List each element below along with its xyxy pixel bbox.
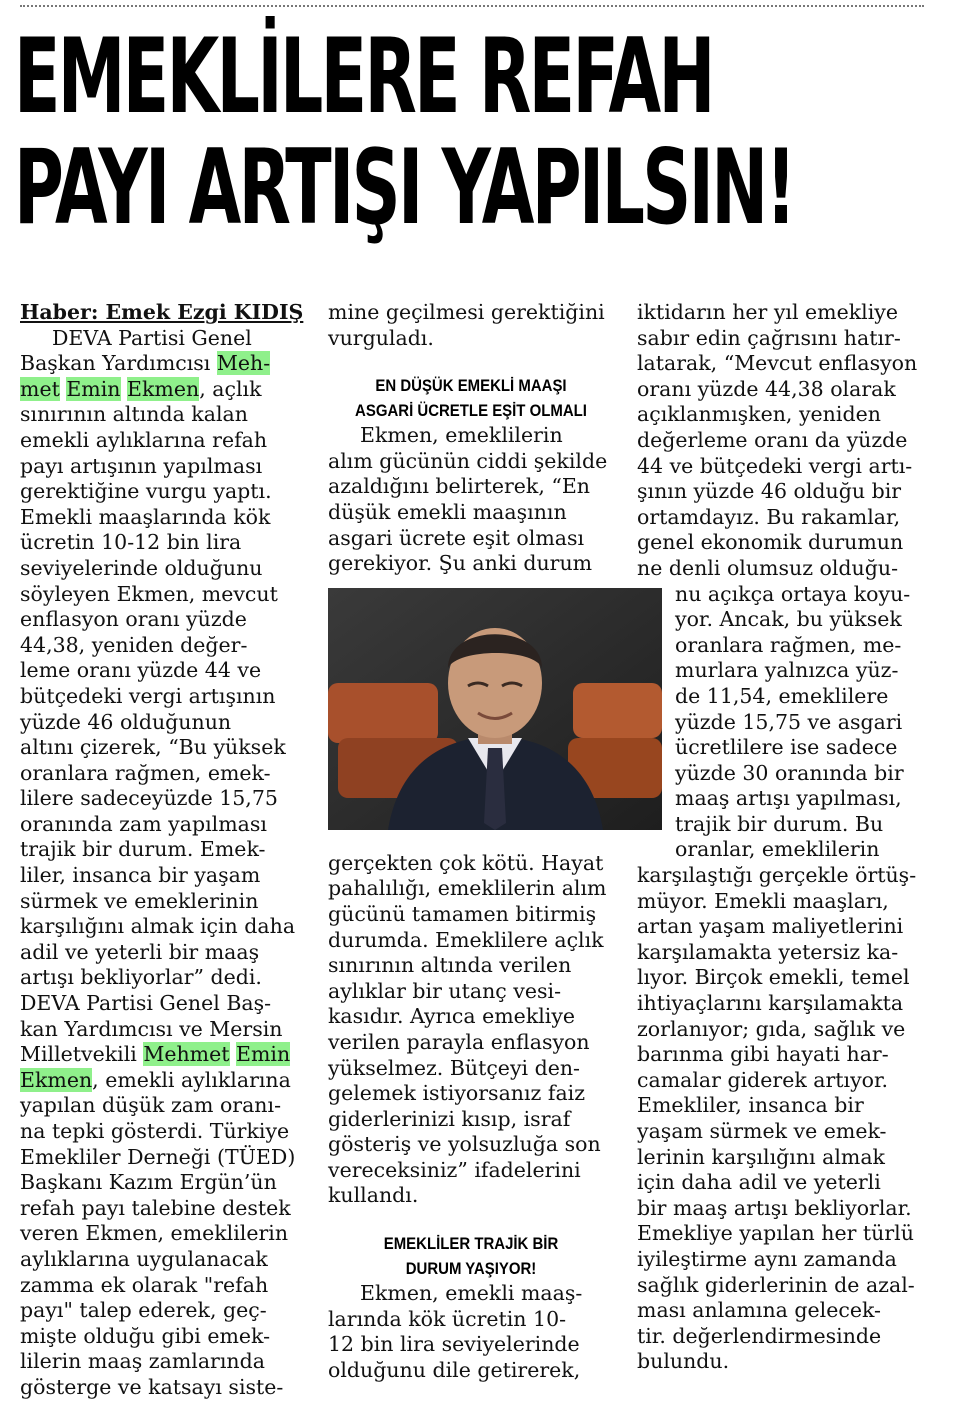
portrait-illustration <box>328 588 662 830</box>
text-line: asgari ücrete eşit olması <box>328 525 585 550</box>
highlighted-name: Meh- <box>216 351 271 376</box>
text-line: trajik bir durum. Emek- <box>20 837 266 862</box>
text-line: barınma gibi hayati har- <box>637 1042 889 1067</box>
highlighted-name: Ekmen <box>20 1067 93 1092</box>
text-line: trajik bir durum. Bu <box>675 811 884 836</box>
text-line: bütçedeki vergi artışının <box>20 683 276 708</box>
text-line: sürmek ve emeklerinin <box>20 888 259 913</box>
text-line: yaşam sürmek ve emek- <box>637 1119 887 1143</box>
column-2 <box>328 300 614 1383</box>
text-line: leme oranı yüzde 44 ve <box>20 658 262 683</box>
text-line: camalar giderek artıyor. <box>637 1067 889 1092</box>
text-line: olduğunu dile getirerek, <box>328 1357 581 1382</box>
subheading: EN DÜŞÜK EMEKLİ MAAŞI <box>375 376 567 396</box>
text-line: sınırının altında verilen <box>328 953 572 978</box>
text-line: gösterge ve katsayı siste- <box>20 1374 284 1399</box>
text-line: DEVA Partisi Genel <box>52 325 252 350</box>
text-line: gerektiğine vurgu yaptı. <box>20 479 272 504</box>
text-line: ihtiyaçlarını karşılamakta <box>637 991 904 1016</box>
text-segment: Milletvekili <box>20 1042 144 1067</box>
text-segment: , emekli aylıklarına <box>92 1067 291 1092</box>
text-line: sınırının altında kalan <box>20 402 248 427</box>
text-line: yor. Ancak, bu yüksek <box>675 607 902 632</box>
text-line: enflasyon oranı yüzde <box>20 607 247 632</box>
text-line: şının yüzde 46 olduğu bir <box>637 479 902 504</box>
text-line: maaş artışı yapılması, <box>675 786 902 811</box>
text-line: düşük emekli maaşının <box>328 499 567 524</box>
text-line: ne denli olumsuz olduğu- <box>637 555 898 580</box>
headline-line-1: EMEKLİLERE REFAH <box>14 17 713 137</box>
text-line: vereceksiniz” ifadelerini <box>328 1157 581 1182</box>
portrait-photo <box>328 588 662 830</box>
text-line <box>20 1068 310 1094</box>
text-line: karşılaştığı gerçekle örtüş- <box>637 863 917 888</box>
highlighted-name: met <box>20 376 60 401</box>
top-dotted-rule <box>20 5 924 7</box>
text-line: oranında zam yapılması <box>20 811 267 836</box>
text-line: zorlanıyor; gıda, sağlık ve <box>637 1016 906 1041</box>
text-line: emekli aylıklarına refah <box>20 427 268 452</box>
text-line: alım gücünün ciddi şekilde <box>328 448 608 473</box>
column-3 <box>637 300 927 1375</box>
text-line: değerleme oranı da yüzde <box>637 427 908 452</box>
text-line: tir. değerlendirmesinde <box>637 1323 882 1348</box>
text-line: mine geçilmesi gerektiğini <box>328 300 605 324</box>
text-line: gücünü tamamen bitirmiş <box>328 901 597 926</box>
text-line: sağlık giderlerinin de azal- <box>637 1272 915 1297</box>
text-line: larında kök ücretin 10- <box>328 1306 567 1331</box>
text-line: gelemek istiyorsanız faiz <box>328 1081 586 1106</box>
text-line: veren Ekmen, emeklilerin <box>20 1221 289 1246</box>
text-line: gerekiyor. Şu anki durum <box>328 551 593 576</box>
text-line: lilere sadeceyüzde 15,75 <box>20 786 278 811</box>
text-line: payı" talep ederek, geç- <box>20 1298 267 1323</box>
text-line: de 11,54, emeklilere <box>675 683 889 708</box>
highlighted-name: Ekmen <box>127 376 200 401</box>
text-line: 44,38, yeniden değer- <box>20 632 248 657</box>
text-line: sabır edin çağrısını hatır- <box>637 325 901 350</box>
subheading: DURUM YAŞIYOR! <box>405 1259 537 1279</box>
text-line: müyor. Emekli maaşları, <box>637 888 889 913</box>
text-line: zamma ek olarak "refah <box>20 1272 269 1297</box>
text-line: yükselmez. Bütçeyi den- <box>328 1055 580 1080</box>
text-line: refah payı talebine destek <box>20 1195 291 1220</box>
text-line: Emekliler, insanca bir <box>637 1093 864 1118</box>
text-line: için daha adil ve yeterli <box>637 1170 881 1195</box>
text-line: iktidarın her yıl emekliye <box>637 300 899 324</box>
text-line: gerçekten çok kötü. Hayat <box>328 850 604 875</box>
text-line: mişte olduğu gibi emek- <box>20 1323 271 1348</box>
text-line: murlara yalnızca yüz- <box>675 658 899 683</box>
text-line: karşılamakta yetersiz ka- <box>637 939 899 964</box>
highlighted-name: Emin <box>236 1042 291 1067</box>
text-line: verilen parayla enflasyon <box>328 1029 590 1054</box>
text-line: giderlerinizi kısıp, israf <box>328 1106 571 1131</box>
text-line: aylıklar bir utanç vesi- <box>328 978 562 1003</box>
text-line: 12 bin lira seviyelerinde <box>328 1332 580 1357</box>
text-line: altını çizerek, “Bu yüksek <box>20 735 286 760</box>
text-line: kasıdır. Ayrıca emekliye <box>328 1004 576 1029</box>
text-line: Emekli maaşlarında kök <box>20 504 271 529</box>
text-line: vurguladı. <box>328 325 434 350</box>
subheading: ASGARİ ÜCRETLE EŞİT OLMALI <box>355 401 587 421</box>
text-line: latarak, “Mevcut enflasyon <box>637 351 918 376</box>
text-line: ücretlilere ise sadece <box>675 735 898 760</box>
text-line: söyleyen Ekmen, mevcut <box>20 581 278 606</box>
text-line: oranlar, emeklilerin <box>675 837 880 862</box>
text-line: pahalılığı, emeklilerin alım <box>328 876 607 901</box>
text-line: durumda. Emeklilere açlık <box>328 927 604 952</box>
text-line: azaldığını belirterek, “En <box>328 474 591 499</box>
text-segment: , açlık <box>199 376 262 401</box>
highlighted-name: Mehmet <box>143 1042 230 1067</box>
text-line: ortamdayız. Bu rakamlar, <box>637 504 901 529</box>
text-line: na tepki gösterdi. Türkiye <box>20 1119 290 1143</box>
text-line <box>20 351 310 377</box>
text-line: oranlara rağmen, emek- <box>20 760 271 785</box>
text-line: yapılan düşük zam oranı- <box>20 1093 281 1118</box>
text-line: kullandı. <box>328 1183 419 1208</box>
text-line: ücretin 10-12 bin lira <box>20 530 242 555</box>
text-line: Başkanı Kazım Ergün’ün <box>20 1170 277 1195</box>
text-line: oranlara rağmen, me- <box>675 632 902 657</box>
text-line: açıklanmışken, yeniden <box>637 402 881 427</box>
text-line: genel ekonomik durumun <box>637 530 904 555</box>
text-line: yüzde 15,75 ve asgari <box>675 709 903 734</box>
headline-line-2: PAYI ARTIŞI YAPILSIN! <box>14 128 794 248</box>
text-line: oranı yüzde 44,38 olarak <box>637 376 896 401</box>
text-line: Emekliler Derneği (TÜED) <box>20 1144 296 1169</box>
text-line: ması anlamına gelecek- <box>637 1298 881 1323</box>
text-line: karşılığını almak için daha <box>20 914 296 939</box>
text-segment: Başkan Yardımcısı <box>20 351 217 376</box>
text-line: yüzde 30 oranında bir <box>675 760 904 785</box>
highlighted-name: Emin <box>66 376 121 401</box>
text-line: Ekmen, emekli maaş- <box>360 1281 583 1306</box>
text-line: DEVA Partisi Genel Baş- <box>20 991 272 1016</box>
text-line <box>20 1042 310 1068</box>
subheading: EMEKLİLER TRAJİK BİR <box>383 1234 559 1254</box>
text-line: liler, insanca bir yaşam <box>20 863 261 888</box>
text-line: lilerin maaş zamlarında <box>20 1349 265 1374</box>
text-line: payı artışının yapılması <box>20 453 263 478</box>
headline <box>14 17 794 248</box>
text-line: 44 ve bütçedeki vergi artı- <box>637 453 913 478</box>
text-line: kan Yardımcısı ve Mersin <box>20 1016 283 1041</box>
text-line: aylıklarına uygulanacak <box>20 1246 268 1271</box>
text-line: Ekmen, emeklilerin <box>360 423 563 448</box>
text-line: lerinin karşılığını almak <box>637 1144 885 1169</box>
text-line: bulundu. <box>637 1349 730 1374</box>
text-line: nu açıkça ortaya koyu- <box>675 581 911 606</box>
text-line: yüzde 46 olduğunun <box>20 709 232 734</box>
text-line: adil ve yeterli bir maaş <box>20 939 260 964</box>
column-1 <box>20 300 310 1401</box>
text-line: lıyor. Birçok emekli, temel <box>637 965 910 990</box>
text-line: Emekliye yapılan her türlü <box>637 1221 914 1246</box>
text-line: artan yaşam maliyetlerini <box>637 914 904 939</box>
byline: Haber: Emek Ezgi KIDIŞ <box>20 300 304 324</box>
text-line: gösteriş ve yolsuzluğa son <box>328 1132 601 1157</box>
text-line <box>20 377 310 403</box>
text-line: bir maaş artışı bekliyorlar. <box>637 1195 912 1220</box>
text-line: iyileştirme aynı zamanda <box>637 1246 897 1271</box>
text-line: artışı bekliyorlar” dedi. <box>20 965 262 990</box>
text-line: seviyelerinde olduğunu <box>20 555 263 580</box>
